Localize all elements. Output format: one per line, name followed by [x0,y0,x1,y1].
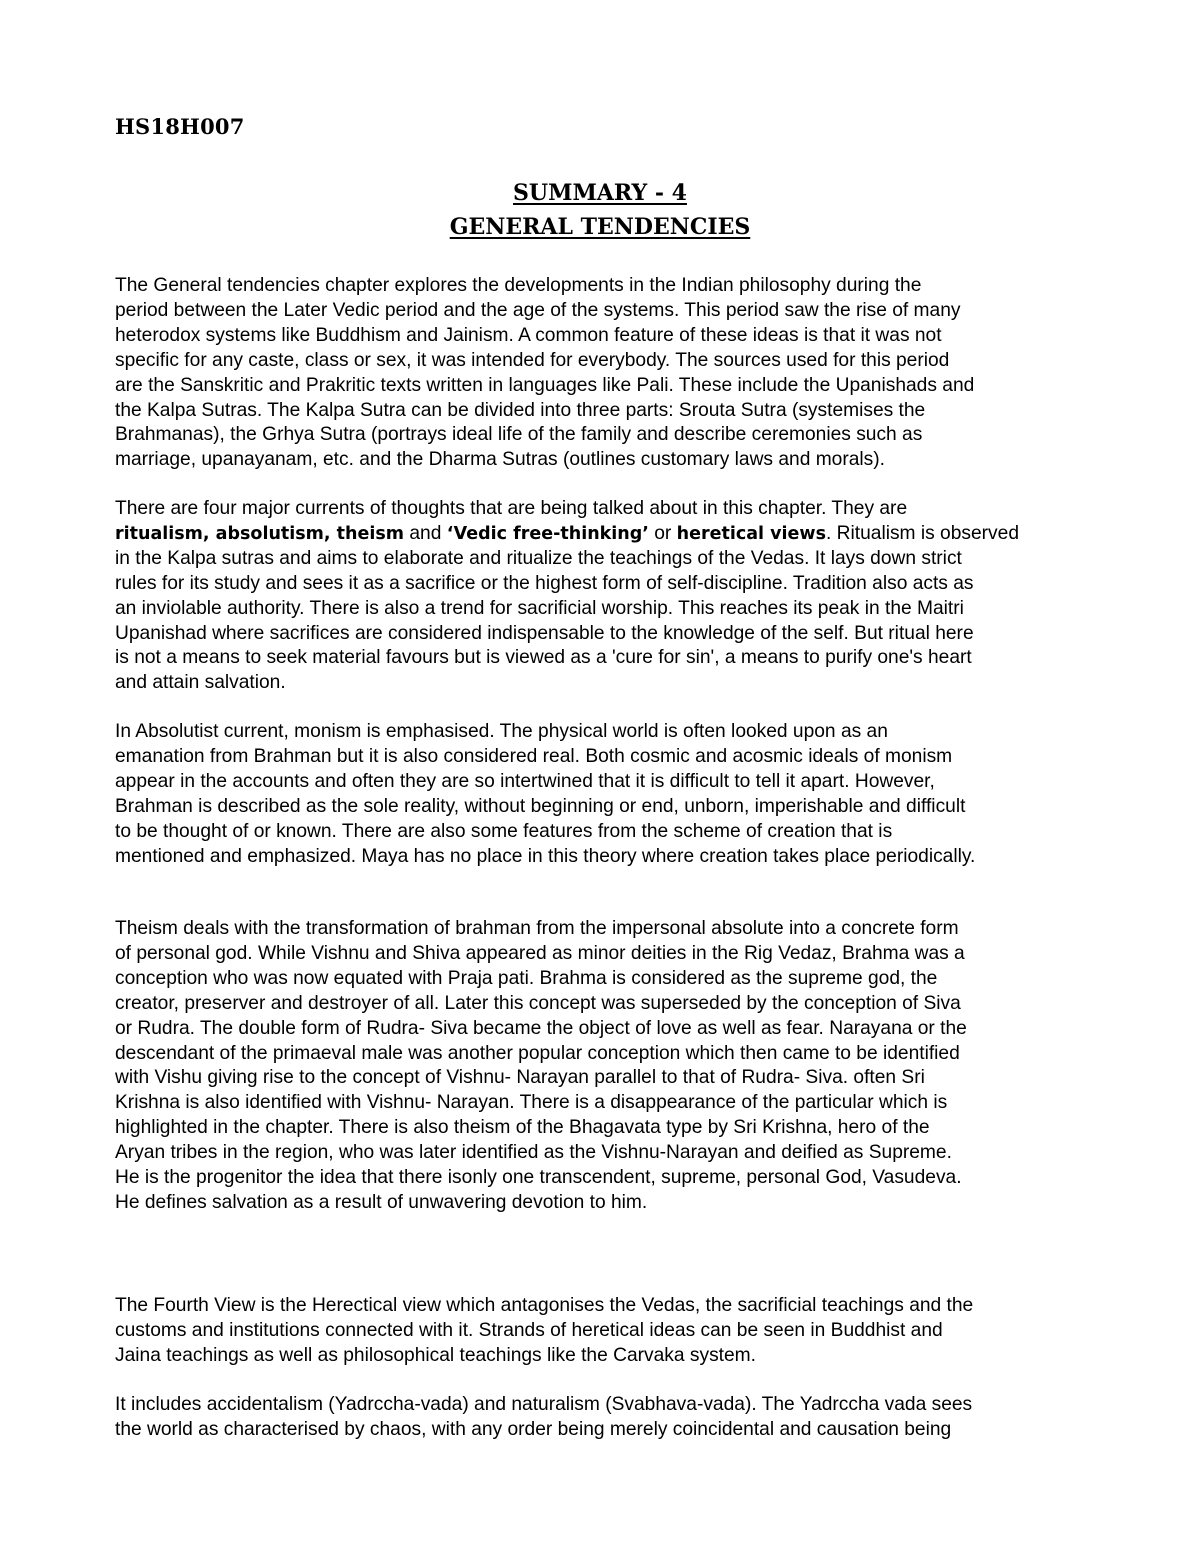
text-line: Brahmanas), the Grhya Sutra (portrays ideal life of the family and describe ceremonies such as [115,424,923,446]
text-line: Aryan tribes in the region, who was later identified as the Vishnu-Narayan and deified as Supreme. [115,1142,952,1164]
text-line: Jaina teachings as well as philosophical teachings like the Carvaka system. [115,1344,756,1366]
text-line: highlighted in the chapter. There is also theism of the Bhagavata type by Sri Krishna, hero of the [115,1117,930,1139]
text-line: descendant of the primaeval male was another popular conception which then came to be identified [115,1042,960,1064]
text-line: Theism deals with the transformation of brahman from the impersonal absolute into a concrete form [115,918,959,939]
text-line: Krishna is also identified with Vishnu- Narayan. There is a disappearance of the particular which is [115,1092,948,1114]
paragraph-four-currents [115,497,1090,696]
paragraph-theism [115,917,1090,1216]
text-line: to be thought of or known. There are also some features from the scheme of creation that is [115,820,893,842]
term-heretical-views: heretical views [676,523,826,544]
text-line: rules for its study and sees it as a sacrifice or the highest form of self-discipline. Tradition also acts as [115,572,974,594]
text-line: Upanishad where sacrifices are considered indispensable to the knowledge of the self. But ritual here [115,622,974,644]
text-line: the Kalpa Sutras. The Kalpa Sutra can be divided into three parts: Srouta Sutra (systemises the [115,399,926,421]
text-line: is not a means to seek material favours but is viewed as a 'cure for sin', a means to purify one's heart [115,647,972,669]
text-line: heterodox systems like Buddhism and Jainism. A common feature of these ideas is that it was not [115,324,942,346]
text-line: period between the Later Vedic period and the age of the systems. This period saw the rise of many [115,299,961,321]
text-line: In Absolutist current, monism is emphasised. The physical world is often looked upon as an [115,721,888,742]
text-line: the world as characterised by chaos, with any order being merely coincidental and causation being [115,1418,952,1440]
title-general-tendencies: GENERAL TENDENCIES [449,214,751,240]
paragraph-accidentalism [115,1393,1090,1443]
word-or: or [648,522,677,544]
text-line: emanation from Brahman but it is also considered real. Both cosmic and acosmic ideals of monism [115,745,953,767]
text-line: Brahman is described as the sole reality, without beginning or end, unborn, imperishable and difficult [115,795,966,817]
paragraph-absolutism [115,720,1090,869]
text-line: He defines salvation as a result of unwavering devotion to him. [115,1191,648,1213]
text-line-key-terms [115,522,1090,547]
term-theism: theism [336,523,405,544]
text-line: of personal god. While Vishnu and Shiva appeared as minor deities in the Rig Vedaz, Brahma was a [115,942,965,964]
separator: , [323,523,337,544]
text-line: specific for any caste, class or sex, it was intended for everybody. The sources used for this period [115,349,950,371]
text-line: The General tendencies chapter explores the developments in the Indian philosophy during the [115,275,922,296]
text-line: in the Kalpa sutras and aims to elaborate and ritualize the teachings of the Vedas. It lays down strict [115,547,962,569]
paragraph-heretical-view [115,1294,1090,1369]
text-line: or Rudra. The double form of Rudra- Siva became the object of love as well as fear. Narayana or the [115,1017,967,1039]
course-code: HS18H007 [115,114,245,139]
separator: , [202,523,216,544]
text-line: conception who was now equated with Praja pati. Brahma is considered as the supreme god, the [115,967,938,989]
text-line: The Fourth View is the Herectical view which antagonises the Vedas, the sacrificial teachings and the [115,1295,974,1316]
text-line: creator, preserver and destroyer of all. Later this concept was superseded by the conception of Siva [115,992,961,1014]
text-line: appear in the accounts and often they are so intertwined that it is difficult to tell it apart. However, [115,770,935,792]
text-fragment: . Ritualism is observed [825,522,1019,544]
document-title [0,176,1200,244]
text-line: marriage, upanayanam, etc. and the Dharma Sutras (outlines customary laws and morals). [115,449,885,471]
term-ritualism: ritualism [115,523,203,544]
text-line: He is the progenitor the idea that there isonly one transcendent, supreme, personal God, Vasudeva. [115,1167,962,1189]
title-summary-number: SUMMARY - 4 [513,180,687,206]
paragraph-introduction [115,274,1090,473]
term-vedic-free-thinking: ‘Vedic free-thinking’ [446,523,649,544]
text-line: an inviolable authority. There is also a trend for sacrificial worship. This reaches its peak in the Maitri [115,597,964,619]
text-line: with Vishu giving rise to the concept of Vishnu- Narayan parallel to that of Rudra- Siva. often Sri [115,1067,925,1089]
text-line: It includes accidentalism (Yadrccha-vada) and naturalism (Svabhava-vada). The Yadrccha vada sees [115,1394,973,1415]
text-line: and attain salvation. [115,672,286,694]
text-line: customs and institutions connected with it. Strands of heretical ideas can be seen in Buddhist and [115,1319,943,1341]
word-and: and [404,522,447,544]
term-absolutism: absolutism [215,523,324,544]
text-line: are the Sanskritic and Prakritic texts written in languages like Pali. These include the Upanishads and [115,374,975,396]
text-line: mentioned and emphasized. Maya has no place in this theory where creation takes place periodically. [115,845,976,867]
text-line: There are four major currents of thoughts that are being talked about in this chapter. They are [115,498,908,519]
